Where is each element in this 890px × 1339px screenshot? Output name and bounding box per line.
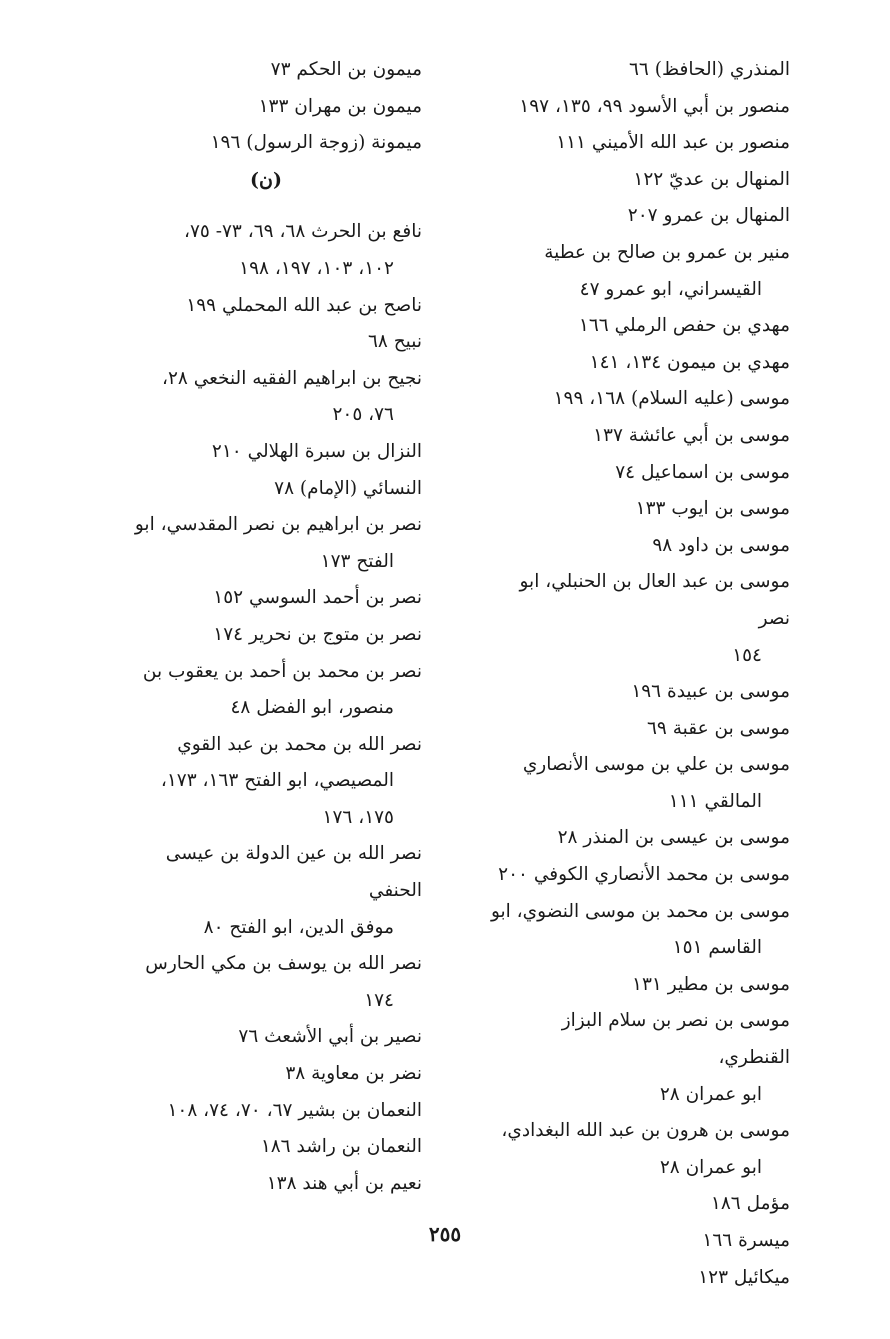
- index-entry: [110, 288, 422, 325]
- index-entry-text: المنذري (الحافظ) ٦٦: [628, 59, 790, 80]
- index-entry-text: ميكائيل ١٢٣: [698, 1266, 790, 1288]
- index-entry-continuation: ٧٦، ٢٠٥: [332, 404, 394, 426]
- index-entry-text: النسائي (الإمام) ٧٨: [274, 477, 422, 499]
- index-entry-text: موسى بن اسماعيل ٧٤: [615, 461, 790, 483]
- index-entry-continuation: الفتح ١٧٣: [320, 550, 394, 572]
- index-entry-text: موسى بن علي بن موسى الأنصاري: [522, 754, 790, 776]
- index-entry-text: مهدي بن ميمون ١٣٤، ١٤١: [589, 351, 790, 373]
- index-entry-text: موسى بن عبد العال بن الحنبلي، ابو نصر: [519, 571, 790, 629]
- index-entry-text: ميسرة ١٦٦: [702, 1230, 790, 1251]
- index-entry-text: نصر بن محمد بن أحمد بن يعقوب بن: [142, 660, 422, 682]
- index-entry-continuation: ١٥٤: [732, 644, 762, 666]
- index-entry: [490, 894, 790, 967]
- index-entry: [110, 1019, 422, 1056]
- index-entry: [490, 1003, 790, 1113]
- index-entry-continuation: ابو عمران ٢٨: [659, 1083, 762, 1105]
- index-entry: [490, 711, 790, 748]
- index-entry: [110, 214, 422, 287]
- page-number: ٢٥٥: [428, 1222, 462, 1246]
- index-entry: [110, 1056, 422, 1093]
- index-entry-text: موسى بن مطير ١٣١: [632, 973, 790, 995]
- index-entry-text: ميمون بن الحكم ٧٣: [270, 59, 422, 80]
- index-entry: [110, 507, 422, 580]
- index-entry: [490, 1260, 790, 1297]
- index-entry: [490, 198, 790, 235]
- index-entry: [490, 345, 790, 382]
- index-entry-text: موسى بن عبيدة ١٩٦: [631, 681, 790, 703]
- index-entry: [110, 1129, 422, 1166]
- index-entry: [490, 52, 790, 89]
- index-entry: [490, 564, 790, 674]
- index-entry-continuation: ١٧٤: [364, 989, 394, 1011]
- index-entry-text: النعمان بن راشد ١٨٦: [260, 1136, 422, 1158]
- index-entry: [490, 308, 790, 345]
- index-entry: [490, 235, 790, 308]
- index-entry-text: نعيم بن أبي هند ١٣٨: [266, 1172, 422, 1194]
- index-entry-text: موسى بن محمد الأنصاري الكوفي ٢٠٠: [498, 864, 790, 886]
- index-entry-continuation: المالقي ١١١: [668, 790, 762, 812]
- index-entry-text: نصر بن أحمد السوسي ١٥٢: [213, 587, 422, 609]
- index-entry-text: المنهال بن عمرو ٢٠٧: [627, 205, 790, 227]
- index-entry-text: نصر بن ابراهيم بن نصر المقدسي، ابو: [134, 514, 422, 536]
- index-entry-text: موسى (عليه السلام) ١٦٨، ١٩٩: [553, 388, 790, 410]
- index-entry-continuation: ١٧٥، ١٧٦: [322, 806, 394, 828]
- index-entry-text: نصر الله بن محمد بن عبد القوي: [177, 733, 422, 755]
- index-entry-continuation: القيسراني، ابو عمرو ٤٧: [579, 278, 762, 300]
- index-entry-text: نجيح بن ابراهيم الفقيه النخعي ٢٨،: [161, 367, 422, 389]
- index-entry-continuation: منصور، ابو الفضل ٤٨: [230, 697, 394, 719]
- index-entry: [490, 418, 790, 455]
- index-entry-continuation: ١٠٢، ١٠٣، ١٩٧، ١٩٨: [239, 257, 394, 279]
- index-entry-text: نصر الله بن يوسف بن مكي الحارس: [145, 953, 422, 975]
- index-column-right: [490, 52, 790, 1296]
- index-entry-text: نافع بن الحرث ٦٨، ٦٩، ٧٣- ٧٥،: [183, 221, 422, 243]
- index-entry: [490, 857, 790, 894]
- index-entry-text: نصر الله بن عين الدولة بن عيسى الحنفي: [165, 843, 422, 902]
- index-entry-text: موسى بن عقبة ٦٩: [646, 717, 790, 739]
- index-entry: [490, 820, 790, 857]
- index-entry-text: نصر بن متوج بن نحرير ١٧٤: [213, 623, 422, 645]
- index-entry-text: ناصح بن عبد الله المحملي ١٩٩: [186, 294, 422, 316]
- index-entry: [490, 455, 790, 492]
- index-entry: [490, 1113, 790, 1186]
- index-entry: [110, 125, 422, 162]
- index-entry: [490, 747, 790, 820]
- index-entry-text: مؤمل ١٨٦: [710, 1193, 790, 1215]
- index-entry-text: ميمون بن مهران ١٣٣: [258, 95, 422, 117]
- index-entry-continuation: القاسم ١٥١: [672, 937, 762, 959]
- index-entry-text: موسى بن هرون بن عبد الله البغدادي،: [501, 1120, 790, 1142]
- index-entry-text: مهدي بن حفص الرملي ١٦٦: [578, 315, 790, 337]
- index-entry-text: نضر بن معاوية ٣٨: [285, 1063, 422, 1085]
- index-entry-text: ميمونة (زوجة الرسول) ١٩٦: [210, 132, 422, 154]
- index-entry-text: موسى بن ايوب ١٣٣: [635, 498, 790, 520]
- index-entry-text: النزال بن سبرة الهلالي ٢١٠: [211, 440, 422, 462]
- section-letter-noon: (ن): [250, 168, 282, 191]
- index-entry-text: نبيح ٦٨: [367, 331, 422, 353]
- index-entry: [490, 1186, 790, 1223]
- index-entry: [110, 361, 422, 434]
- index-entry-continuation: المصيصي، ابو الفتح ١٦٣، ١٧٣،: [160, 770, 394, 792]
- index-entry: [110, 434, 422, 471]
- index-entries-noon: [110, 214, 422, 1202]
- index-entry-text: المنهال بن عديّ ١٢٢: [633, 168, 790, 190]
- index-entry: [490, 674, 790, 711]
- index-entry: [490, 491, 790, 528]
- index-entry: [490, 125, 790, 162]
- index-entry: [110, 89, 422, 126]
- index-column-left: [110, 52, 422, 1202]
- index-entry-text: منصور بن أبي الأسود ٩٩، ١٣٥، ١٩٧: [519, 95, 790, 117]
- index-entry-text: موسى بن أبي عائشة ١٣٧: [593, 424, 790, 446]
- index-entries-meem-continued: [110, 52, 422, 162]
- index-entry: [490, 528, 790, 565]
- index-entry-text: موسى بن محمد بن موسى النضوي، ابو: [490, 900, 790, 922]
- index-entry-continuation: موفق الدين، ابو الفتح ٨٠: [203, 916, 394, 938]
- index-entry-text: موسى بن عيسى بن المنذر ٢٨: [557, 827, 790, 849]
- index-entry: [110, 52, 422, 89]
- index-entry: [110, 1166, 422, 1203]
- index-entry: [490, 162, 790, 199]
- index-entry: [490, 967, 790, 1004]
- index-entry-text: النعمان بن بشير ٦٧، ٧٠، ٧٤، ١٠٨: [167, 1099, 422, 1121]
- index-entry: [490, 89, 790, 126]
- index-entry-text: موسى بن نصر بن سلام البزاز القنطري،: [561, 1010, 790, 1069]
- index-entry: [110, 836, 422, 946]
- index-entry-continuation: ابو عمران ٢٨: [659, 1156, 762, 1178]
- index-entry: [110, 727, 422, 837]
- index-entry-text: منصور بن عبد الله الأميني ١١١: [556, 132, 790, 154]
- index-entry-text: منير بن عمرو بن صالح بن عطية: [544, 241, 790, 263]
- index-entry-text: نصير بن أبي الأشعث ٧٦: [238, 1026, 422, 1048]
- index-entry: [110, 617, 422, 654]
- index-entry: [110, 946, 422, 1019]
- index-entry: [110, 471, 422, 508]
- index-entry: [490, 381, 790, 418]
- index-entry: [110, 580, 422, 617]
- index-entry: [110, 1093, 422, 1130]
- index-entry: [110, 654, 422, 727]
- index-entry-text: موسى بن داود ٩٨: [652, 534, 790, 556]
- index-entry: [110, 324, 422, 361]
